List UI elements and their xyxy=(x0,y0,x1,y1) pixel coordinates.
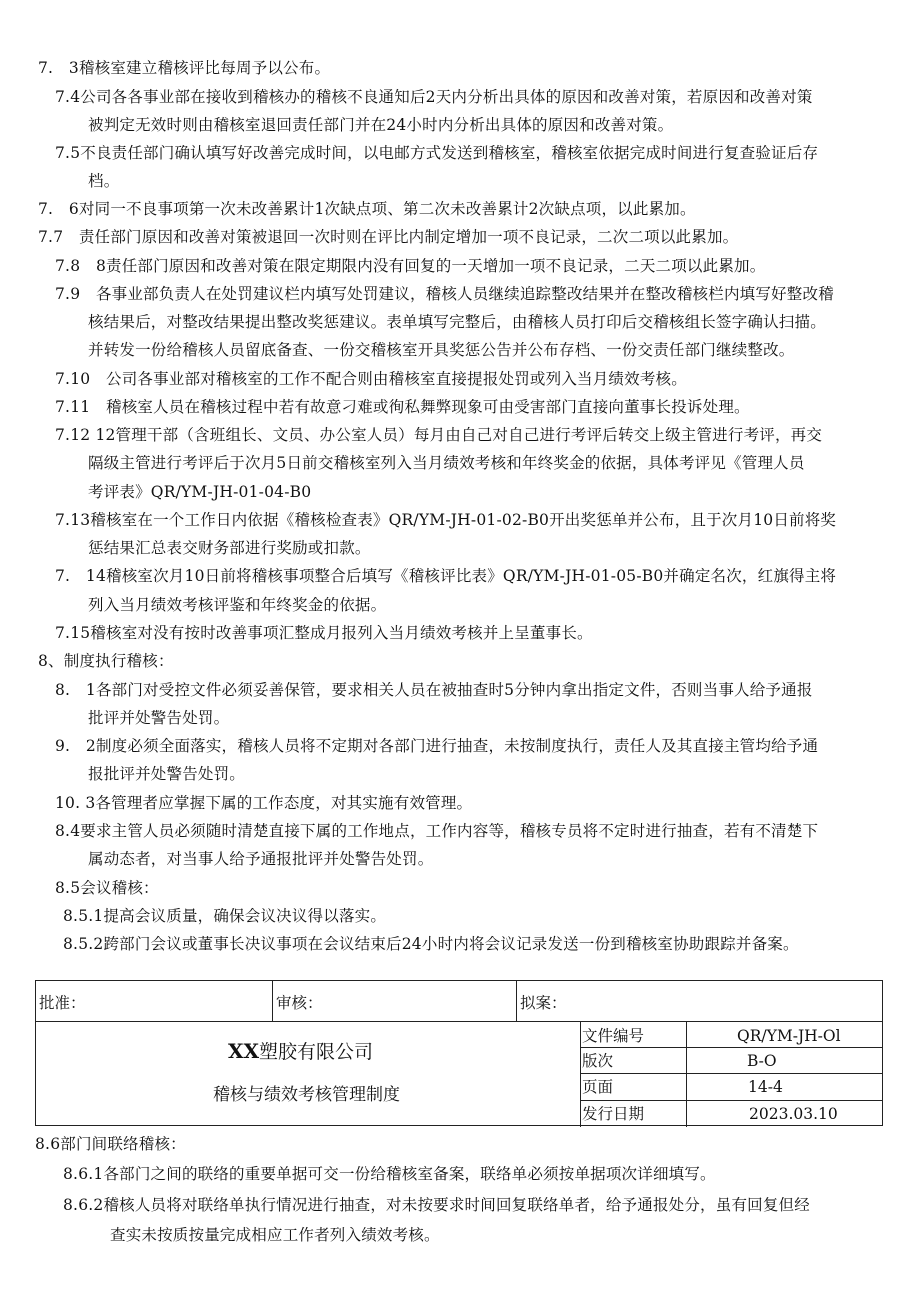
section-heading: 8.5会议稽核： xyxy=(55,879,159,897)
text-line: 8.4要求主管人员必须随时清楚直接下属的工作地点，工作内容等，稽核专员将不定时进行抽查，若有不清楚下 xyxy=(55,822,819,840)
text-line: 属动态者，对当事人给予通报批评并处警告处罚。 xyxy=(88,850,434,868)
text-line: 7. 6对同一不良事项第一次未改善累计1次缺点项、第二次未改善累计2次缺点项，以此累加。 xyxy=(38,200,696,218)
text-line: 档。 xyxy=(88,172,120,190)
info-label: 页面 xyxy=(582,1078,614,1096)
divider xyxy=(272,981,273,1021)
text-line: 7.9 各事业部负责人在处罚建议栏内填写处罚建议，稽核人员继续追踪整改结果并在整改稽核栏内填写好整改稽 xyxy=(55,285,834,303)
text-line: 核结果后，对整改结果提出整改奖惩建议。表单填写完整后，由稽核人员打印后交稽核组长签字确认扫描。 xyxy=(88,313,826,331)
text-line: 9. 2制度必须全面落实，稽核人员将不定期对各部门进行抽查，未按制度执行，责任人及其直接主管均给予通 xyxy=(55,737,819,755)
divider xyxy=(580,1073,882,1074)
company-name xyxy=(228,1039,373,1064)
info-label: 文件编号 xyxy=(582,1027,645,1045)
text-line: 隔级主管进行考评后于次月5日前交稽核室列入当月绩效考核和年终奖金的依据，具体考评见《管理人员 xyxy=(88,454,805,472)
document-control-table xyxy=(35,980,883,1126)
info-value: B-O xyxy=(747,1052,777,1070)
divider xyxy=(580,1047,882,1048)
text-line: 7.5不良责任部门确认填写好改善完成时间，以电邮方式发送到稽核室，稽核室依据完成时间进行复查验证后存 xyxy=(55,144,819,162)
text-line: 7.15稽核室对没有按时改善事项汇整成月报列入当月绩效考核并上呈董事长。 xyxy=(55,624,593,642)
text-line: 报批评并处警告处罚。 xyxy=(88,765,246,783)
text-line: 7.11 稽核室人员在稽核过程中若有故意刁难或徇私舞弊现象可由受害部门直接向董事长投诉处理。 xyxy=(55,398,750,416)
company-name-bold: XX xyxy=(228,1039,260,1063)
document-title: 稽核与绩效考核管理制度 xyxy=(213,1085,400,1105)
divider xyxy=(516,981,517,1021)
text-line: 8.6.2稽核人员将对联络单执行情况进行抽查，对未按要求时间回复联络单者，给予通报处分，虽有回复但经 xyxy=(63,1196,810,1214)
text-line: 列入当月绩效考核评鉴和年终奖金的依据。 xyxy=(88,596,387,614)
divider xyxy=(686,1021,687,1127)
text-line: 7.10 公司各事业部对稽核室的工作不配合则由稽核室直接提报处罚或列入当月绩效考核。 xyxy=(55,370,687,388)
info-value: 2023.03.10 xyxy=(749,1105,838,1123)
text-line: 7.4公司各各事业部在接收到稽核办的稽核不良通知后2天内分析出具体的原因和改善对策，若原因和改善对策 xyxy=(55,88,813,106)
text-line: 并转发一份给稽核人员留底备查、一份交稽核室开具奖惩公告并公布存档、一份交责任部门继续整改。 xyxy=(88,341,795,359)
approve-label: 批准： xyxy=(39,994,86,1012)
text-line: 批评并处警告处罚。 xyxy=(88,709,230,727)
review-label: 审核： xyxy=(276,994,323,1012)
text-line: 10. 3各管理者应掌握下属的工作态度，对其实施有效管理。 xyxy=(55,794,473,812)
text-line: 7.7 责任部门原因和改善对策被退回一次时则在评比内制定增加一项不良记录，二次二项以此累加。 xyxy=(38,228,739,246)
text-line: 8.5.2跨部门会议或董事长决议事项在会议结束后24小时内将会议记录发送一份到稽核室协助跟踪并备案。 xyxy=(63,935,799,953)
section-heading: 8、制度执行稽核： xyxy=(38,652,174,670)
info-value: 14-4 xyxy=(748,1078,783,1096)
text-line: 7. 14稽核室次月10日前将稽核事项整合后填写《稽核评比表》QR/YM-JH-01-05-B0并确定名次，红旗得主将 xyxy=(55,567,837,585)
divider xyxy=(36,1021,882,1022)
company-name-rest: 塑胶有限公司 xyxy=(259,1041,374,1063)
section-heading: 8.6部门间联络稽核： xyxy=(35,1135,186,1153)
text-line: 考评表》QR/YM-JH-01-04-B0 xyxy=(88,483,312,501)
text-line: 被判定无效时则由稽核室退回责任部门并在24小时内分析出具体的原因和改善对策。 xyxy=(88,116,674,134)
text-line: 8.5.1提高会议质量，确保会议决议得以落实。 xyxy=(63,907,387,925)
divider xyxy=(580,1100,882,1101)
info-label: 发行日期 xyxy=(582,1105,645,1123)
divider xyxy=(580,1021,581,1127)
info-value: QR/YM-JH-Ol xyxy=(737,1027,841,1045)
text-line: 7.13稽核室在一个工作日内依据《稽核检查表》QR/YM-JH-01-02-B0开出奖惩单并公布，且于次月10日前将奖 xyxy=(55,511,837,529)
text-line: 惩结果汇总表交财务部进行奖励或扣款。 xyxy=(88,539,371,557)
text-line: 7.8 8责任部门原因和改善对策在限定期限内没有回复的一天增加一项不良记录，二天二项以此累加。 xyxy=(55,257,766,275)
text-line: 查实未按质按量完成相应工作者列入绩效考核。 xyxy=(110,1226,440,1244)
text-line: 7. 3稽核室建立稽核评比每周予以公布。 xyxy=(38,59,331,77)
text-line: 8. 1各部门对受控文件必须妥善保管，要求相关人员在被抽查时5分钟内拿出指定文件，否则当事人给予通报 xyxy=(55,681,813,699)
table-bottom-rule xyxy=(35,1125,883,1126)
text-line: 7.12 12管理干部（含班组长、文员、办公室人员）每月由自己对自己进行考评后转交上级主管进行考评，再交 xyxy=(55,426,823,444)
draft-label: 拟案： xyxy=(520,994,567,1012)
info-label: 版次 xyxy=(582,1052,614,1070)
text-line: 8.6.1各部门之间的联络的重要单据可交一份给稽核室备案，联络单必须按单据项次详细填写。 xyxy=(63,1165,716,1183)
